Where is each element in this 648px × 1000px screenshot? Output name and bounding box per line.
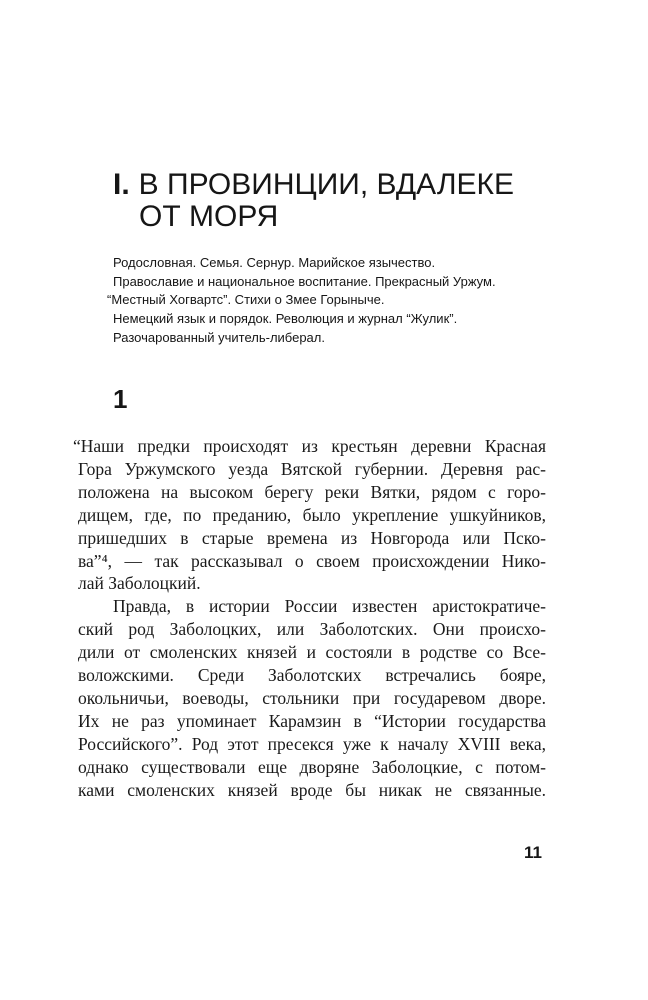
section-number: 1 (113, 384, 128, 414)
summary-line: Родословная. Семья. Сернур. Марийское язычество. (113, 255, 436, 270)
text-line: ский род Заболоцких, или Заболотских. Они происхо- (78, 619, 546, 640)
text-line: “Наши предки происходят из крестьян деревни Красная (73, 436, 546, 456)
body-text (73, 435, 546, 802)
text-line: Их не раз упоминает Карамзин в “Истории государства (78, 710, 546, 731)
summary-line: Разочарованный учитель-либерал. (113, 329, 325, 345)
chapter-summary (107, 254, 553, 348)
chapter-number: I. (113, 168, 130, 201)
summary-line: Православие и национальное воспитание. Прекрасный Уржум. (113, 273, 496, 289)
paragraph-2 (78, 595, 546, 801)
text-line: дили от смоленских князей и состояли в родстве со Все- (78, 642, 546, 663)
text-line: положена на высоком берегу реки Вятки, рядом с горо- (78, 481, 546, 502)
paragraph-1 (73, 435, 546, 595)
text-line: однако существовали еще дворяне Заболоцкие, с потом- (78, 756, 546, 777)
text-line: лай Заболоцкий. (78, 573, 201, 594)
chapter-title: В ПРОВИНЦИИ, ВДАЛЕКЕ ОТ МОРЯ (138, 168, 515, 233)
page-number: 11 (524, 843, 542, 862)
text-line: Гора Уржумского уезда Вятской губернии. Деревня рас- (78, 458, 546, 479)
text-line: пришедших в старые времена из Новгорода или Пско- (78, 527, 546, 548)
text-line: Правда, в истории России известен аристократиче- (113, 596, 546, 617)
text-line: дищем, где, по преданию, было укрепление ушкуйников, (78, 504, 546, 525)
summary-line: Немецкий язык и порядок. Революция и журнал “Жулик”. (113, 311, 458, 327)
text-line: окольничьи, воеводы, стольники при государевом дворе. (78, 687, 546, 708)
text-line: ва”⁴, — так рассказывал о своем происхождении Нико- (78, 550, 546, 571)
text-line: ками смоленских князей вроде бы никак не связанные. (78, 779, 546, 800)
text-line: Российского”. Род этот пресекся уже к началу XVIII века, (78, 733, 546, 754)
text-line: воложскими. Среди Заболотских встречались бояре, (78, 665, 546, 686)
summary-line: “Местный Хогвартс”. Стихи о Змее Горыныче. (107, 292, 385, 308)
chapter-heading (113, 169, 559, 233)
